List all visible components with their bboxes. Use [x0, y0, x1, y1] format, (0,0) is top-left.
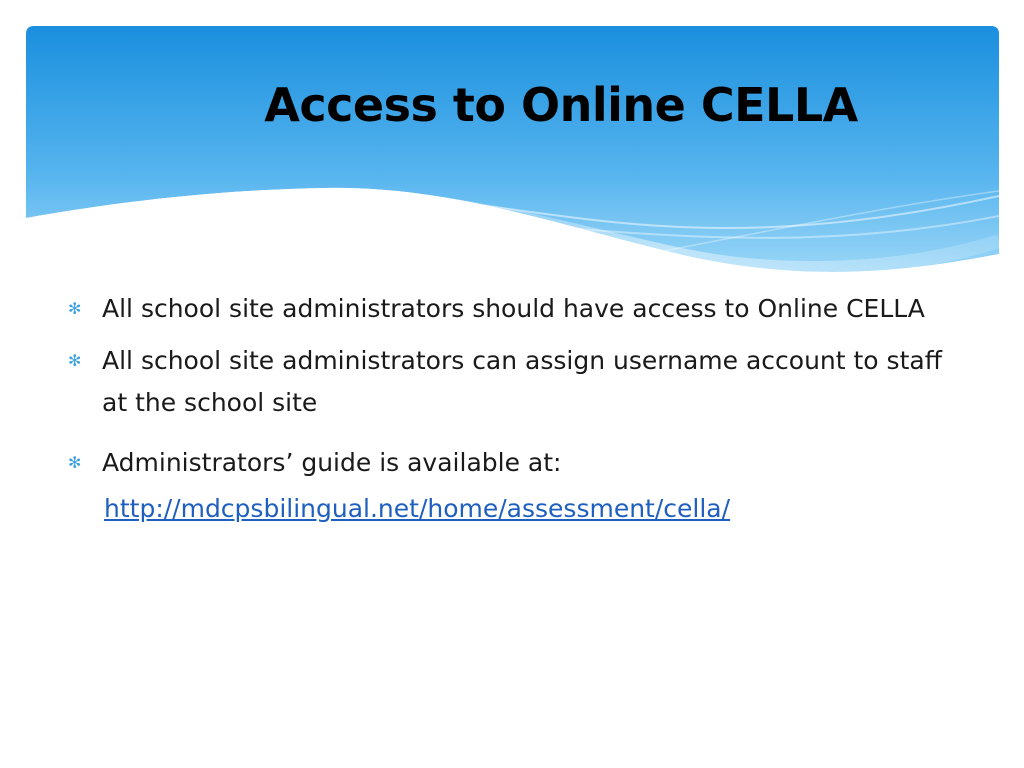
slide-title: Access to Online CELLA: [264, 78, 858, 132]
bullet-item: [68, 288, 968, 330]
asterisk-bullet-icon: ✻: [68, 299, 82, 318]
header-wave-graphic: [26, 26, 999, 286]
bullet-item: [68, 442, 968, 484]
bullet-text: Administrators’ guide is available at:: [102, 448, 562, 477]
header-banner: [26, 26, 999, 286]
guide-link[interactable]: http://mdcpsbilingual.net/home/assessment/cella/: [104, 494, 731, 523]
asterisk-bullet-icon: ✻: [68, 351, 82, 370]
bullet-item: [68, 340, 968, 424]
bullet-text: All school site administrators can assign username account to staff at the school site: [102, 346, 942, 417]
bullet-text: All school site administrators should have access to Online CELLA: [102, 294, 925, 323]
slide-body: [68, 288, 968, 530]
asterisk-bullet-icon: ✻: [68, 453, 82, 472]
